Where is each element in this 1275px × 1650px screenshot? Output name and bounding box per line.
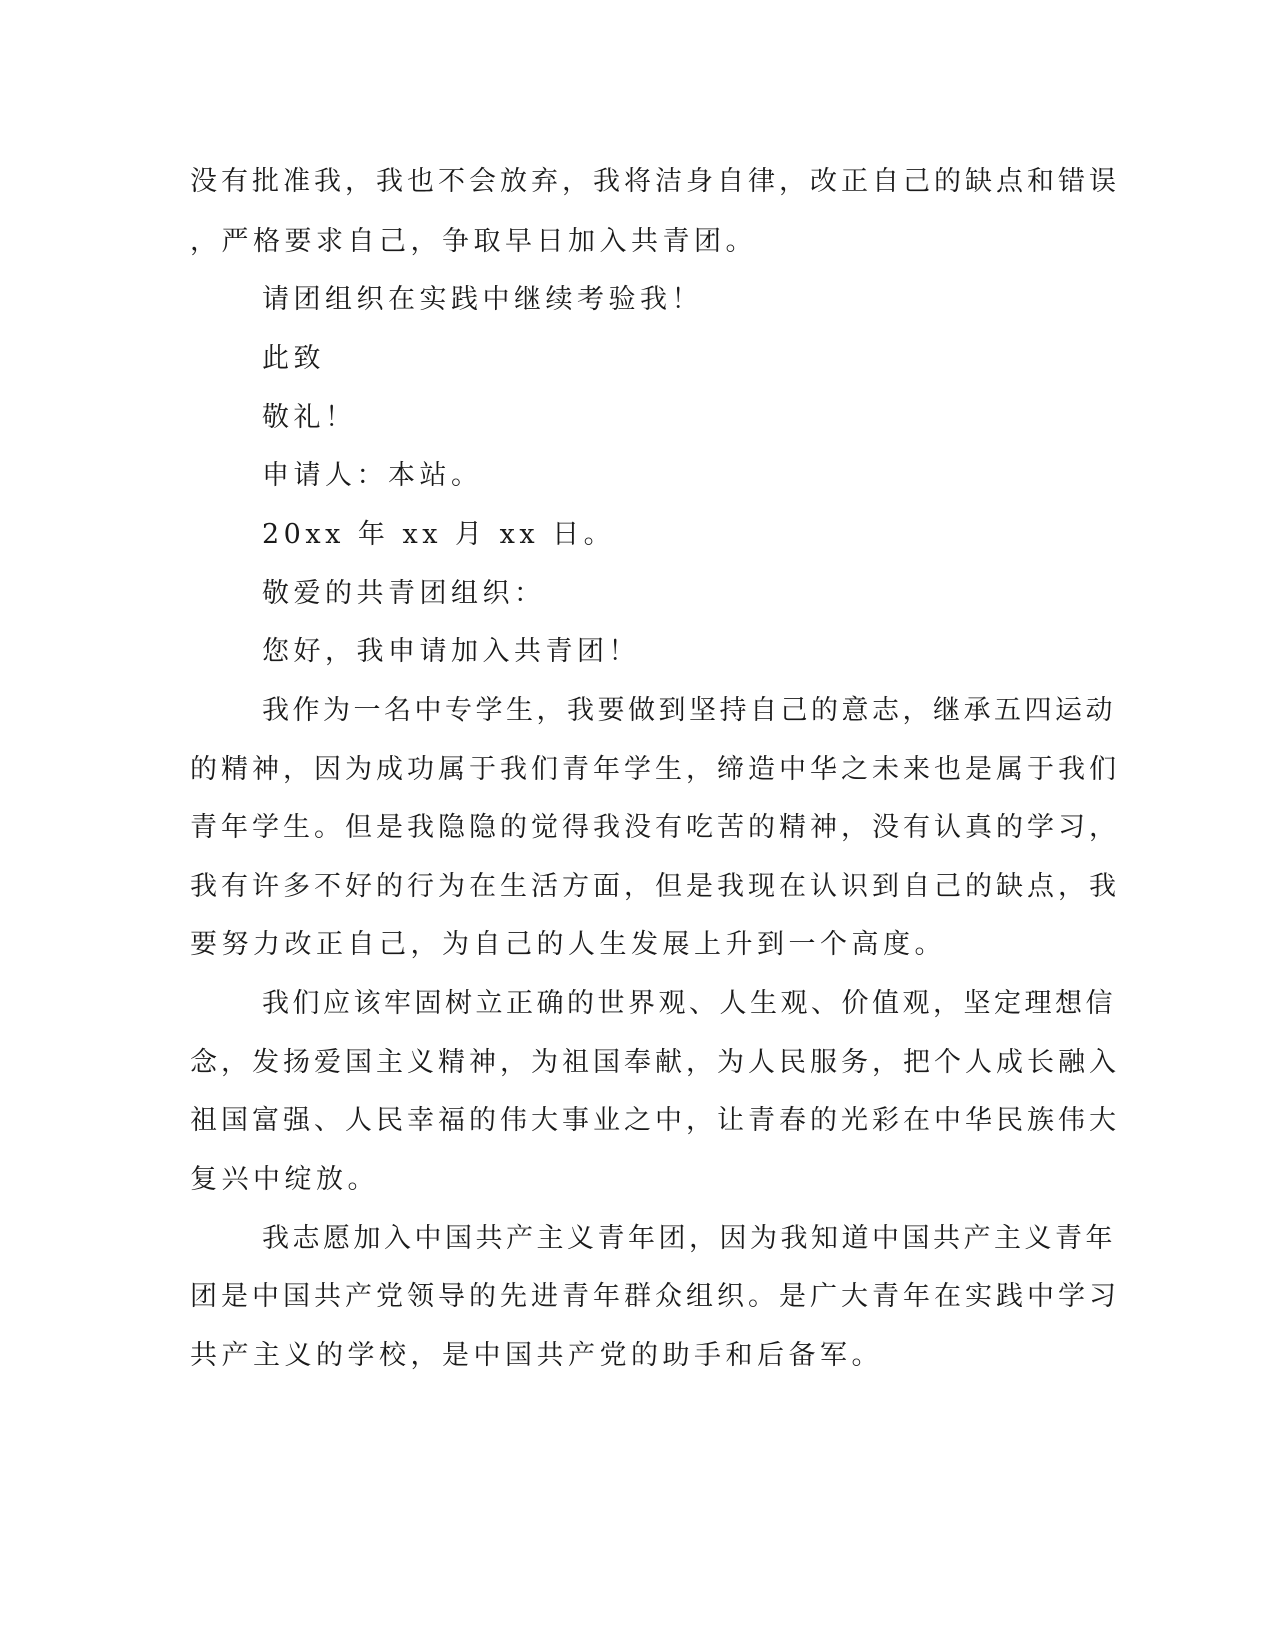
text-line: 请团组织在实践中继续考验我！ [262, 284, 703, 315]
text-line: 没有批准我，我也不会放弃，我将洁身自律，改正自己的缺点和错误 [190, 166, 1120, 197]
salutation: 敬爱的共青团组织： [262, 578, 546, 609]
text-line: 团是中国共产党领导的先进青年群众组织。是广大青年在实践中学习 [190, 1281, 1120, 1312]
text-line: 申请人：本站。 [262, 460, 483, 491]
text-line: 我有许多不好的行为在生活方面，但是我现在认识到自己的缺点，我 [190, 871, 1120, 902]
text-line: 我志愿加入中国共产主义青年团，因为我知道中国共产主义青年 [262, 1223, 1116, 1254]
text-line: ，严格要求自己，争取早日加入共青团。 [190, 226, 757, 257]
text-line: 我们应该牢固树立正确的世界观、人生观、价值观，坚定理想信 [262, 988, 1116, 1019]
text-line: 此致 [262, 343, 325, 374]
text-line: 共产主义的学校，是中国共产党的助手和后备军。 [190, 1340, 883, 1371]
text-line: 的精神，因为成功属于我们青年学生，缔造中华之未来也是属于我们 [190, 754, 1120, 785]
date-line: 20xx 年 xx 月 xx 日。 [262, 519, 616, 550]
text-line: 要努力改正自己，为自己的人生发展上升到一个高度。 [190, 929, 946, 960]
text-line: 复兴中绽放。 [190, 1164, 379, 1195]
text-line: 您好，我申请加入共青团！ [262, 636, 640, 667]
text-line: 念，发扬爱国主义精神，为祖国奉献，为人民服务，把个人成长融入 [190, 1047, 1120, 1078]
text-line: 祖国富强、人民幸福的伟大事业之中，让青春的光彩在中华民族伟大 [190, 1105, 1120, 1136]
text-line: 敬礼！ [262, 402, 357, 433]
text-line: 我作为一名中专学生，我要做到坚持自己的意志，继承五四运动 [262, 695, 1116, 726]
text-line: 青年学生。但是我隐隐的觉得我没有吃苦的精神，没有认真的学习， [190, 812, 1120, 843]
